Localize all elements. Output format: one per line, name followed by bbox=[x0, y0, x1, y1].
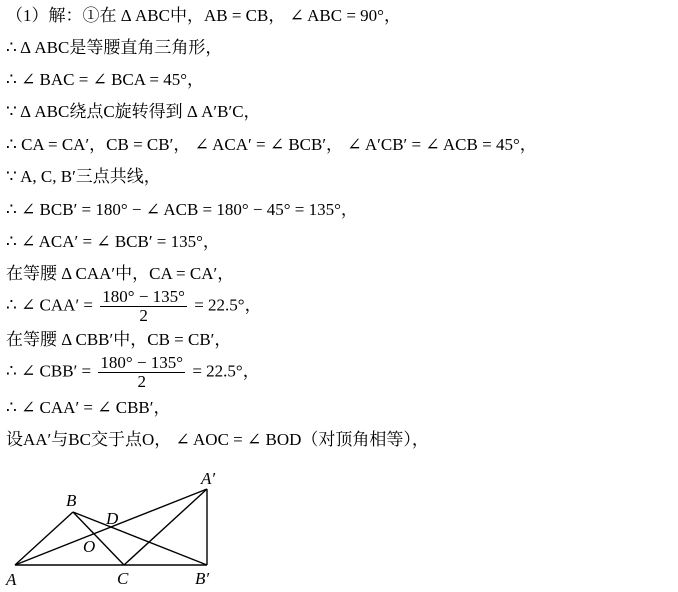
label-A-prime: A′ bbox=[201, 469, 216, 488]
label-D: D bbox=[106, 509, 119, 528]
fraction-denominator: 2 bbox=[139, 306, 148, 325]
text-line-7: ∴ ∠ BCB′ = 180° − ∠ ACB = 180° − 45° = 135°， bbox=[6, 200, 358, 219]
text-line-5: ∴ CA = CA′，CB = CB′， ∠ ACA′ = ∠ BCB′， ∠ A′CB′ = ∠ ACB = 45°， bbox=[6, 135, 537, 154]
fraction-numerator: 180° − 135° bbox=[102, 287, 185, 306]
text-line-12: ∴ ∠ CAA′ = ∠ CBB′， bbox=[6, 398, 171, 417]
fraction-prefix: ∴ ∠ CBB′ = bbox=[6, 361, 92, 381]
label-A: A bbox=[6, 570, 17, 589]
fraction-suffix: = 22.5°， bbox=[194, 295, 262, 315]
label-C: C bbox=[117, 569, 129, 588]
label-O: O bbox=[83, 537, 96, 556]
fraction-denominator: 2 bbox=[137, 372, 146, 391]
text-line-10: 在等腰 Δ CBB′中，CB = CB′， bbox=[6, 330, 232, 349]
text-line-1: （1）解：①在 Δ ABC中，AB = CB， ∠ ABC = 90°， bbox=[6, 6, 401, 25]
segment-C-Aprime bbox=[124, 489, 207, 565]
label-B: B bbox=[66, 491, 77, 510]
text-line-3: ∴ ∠ BAC = ∠ BCA = 45°， bbox=[6, 70, 204, 89]
fraction-prefix: ∴ ∠ CAA′ = bbox=[6, 295, 94, 315]
text-line-13: 设AA′与BC交于点O， ∠ AOC = ∠ BOD（对顶角相等）， bbox=[6, 430, 429, 449]
text-line-6: ∵ A, C, B′三点共线， bbox=[6, 167, 161, 186]
fraction-suffix: = 22.5°， bbox=[192, 361, 260, 381]
segment-A-B bbox=[15, 512, 73, 565]
label-B-prime: B′ bbox=[195, 569, 210, 588]
fraction-numerator: 180° − 135° bbox=[100, 353, 184, 372]
text-line-2: ∴ Δ ABC是等腰直角三角形， bbox=[6, 38, 223, 57]
text-line-4: ∵ Δ ABC绕点C旋转得到 Δ A′B′C， bbox=[6, 102, 261, 121]
text-line-9: 在等腰 Δ CAA′中，CA = CA′， bbox=[6, 264, 235, 283]
text-line-8: ∴ ∠ ACA′ = ∠ BCB′ = 135°， bbox=[6, 232, 220, 251]
